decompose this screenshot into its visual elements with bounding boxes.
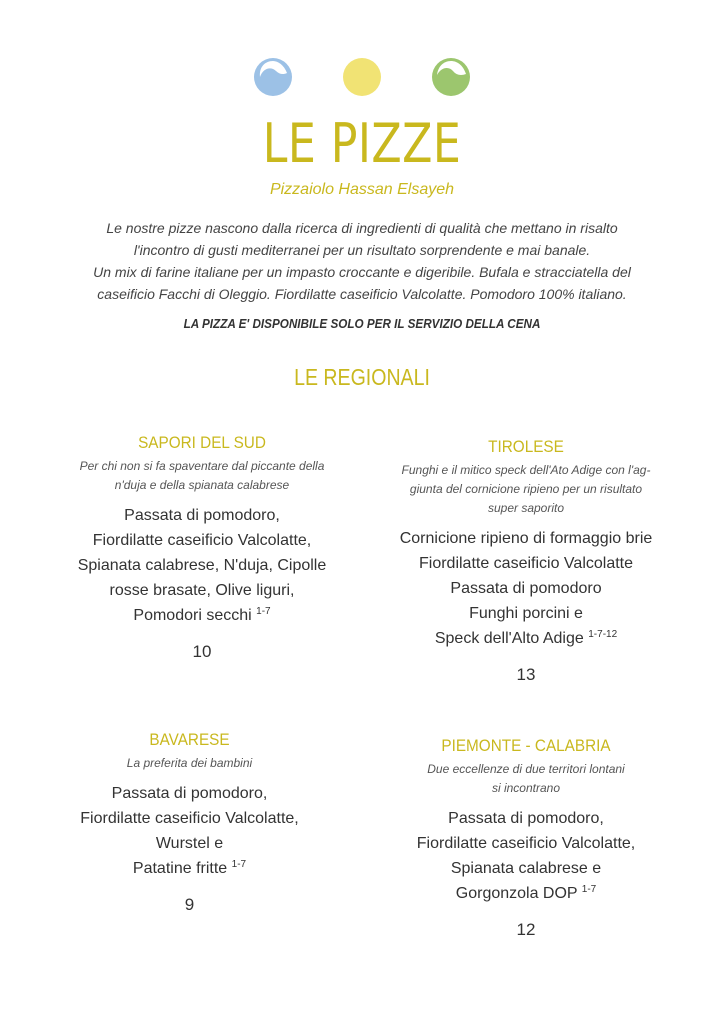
item-ingredients: Passata di pomodoro, Fiordilatte caseificio Valcolatte, Wurstel e Patatine fritte $^{1-7}$ bbox=[80, 785, 299, 877]
intro-line: Un mix di farine italiane per un impasto croccante e digeribile. Bufala e stracciatella del bbox=[93, 264, 631, 280]
item-ingredients: Cornicione ripieno di formaggio brie Fiordilatte caseificio Valcolatte Passata di pomodoro Funghi porcini e Speck dell'Alto Adige $^{1-7-12}$ bbox=[399, 530, 653, 647]
intro-line: caseificio Facchi di Oleggio. Fiordilatte caseificio Valcolatte. Pomodoro 100% italiano. bbox=[97, 286, 627, 302]
logo bbox=[0, 58, 724, 102]
intro-text bbox=[40, 217, 684, 305]
intro-line: Le nostre pizze nascono dalla ricerca di ingredienti di qualità che mettano in risalto bbox=[106, 220, 618, 236]
item-name: BAVARESE bbox=[149, 730, 230, 749]
item-price: 12 bbox=[516, 920, 536, 939]
allergen-codes: 1-7 bbox=[256, 606, 271, 617]
item-ingredients: Passata di pomodoro, Fiordilatte caseificio Valcolatte, Spianata calabrese, N'duja, Cipolle rosse brasate, Olive liguri, Pomodori secchi $^{1-7}$ bbox=[77, 507, 327, 624]
yellow-circle-icon bbox=[343, 58, 381, 96]
item-name: PIEMONTE - CALABRIA bbox=[441, 736, 611, 755]
item-name: SAPORI DEL SUD bbox=[138, 433, 266, 452]
menu-item-sapori-del-sud bbox=[52, 433, 352, 662]
menu-item-tirolese bbox=[376, 437, 676, 685]
page-title: LE PIZZE bbox=[262, 112, 462, 175]
dinner-notice: LA PIZZA E' DISPONIBILE SOLO PER IL SERVIZIO DELLA CENA bbox=[183, 316, 541, 331]
item-price: 9 bbox=[184, 895, 195, 914]
menu-item-bavarese bbox=[52, 730, 327, 915]
blue-wave-circle-icon bbox=[254, 58, 292, 96]
item-ingredients: Passata di pomodoro, Fiordilatte caseificio Valcolatte, Spianata calabrese e Gorgonzola DOP $^{1-7}$ bbox=[416, 810, 636, 902]
intro-line: l'incontro di gusti mediterranei per un risultato sorprendente e mai banale. bbox=[133, 242, 591, 258]
item-description: Due eccellenze di due territori lontani si incontrano bbox=[427, 762, 625, 795]
allergen-codes: 1-7 bbox=[231, 859, 247, 870]
item-price: 13 bbox=[516, 665, 536, 684]
item-description: Funghi e il mitico speck dell'Ato Adige con l'ag- giunta del cornicione ripieno per un risultato super saporito bbox=[401, 463, 651, 515]
item-price: 10 bbox=[192, 642, 212, 661]
green-wave-circle-icon bbox=[432, 58, 470, 96]
item-name: TIROLESE bbox=[488, 437, 564, 456]
allergen-codes: 1-7-12 bbox=[588, 629, 618, 640]
section-title: LE REGIONALI bbox=[294, 364, 430, 390]
menu-item-piemonte-calabria bbox=[376, 736, 676, 940]
item-description: Per chi non si fa spaventare dal piccante della n'duja e della spianata calabrese bbox=[79, 459, 325, 492]
subtitle: Pizzaiolo Hassan Elsayeh bbox=[269, 181, 455, 198]
item-description: La preferita dei bambini bbox=[126, 756, 253, 770]
allergen-codes: 1-7 bbox=[581, 884, 597, 895]
